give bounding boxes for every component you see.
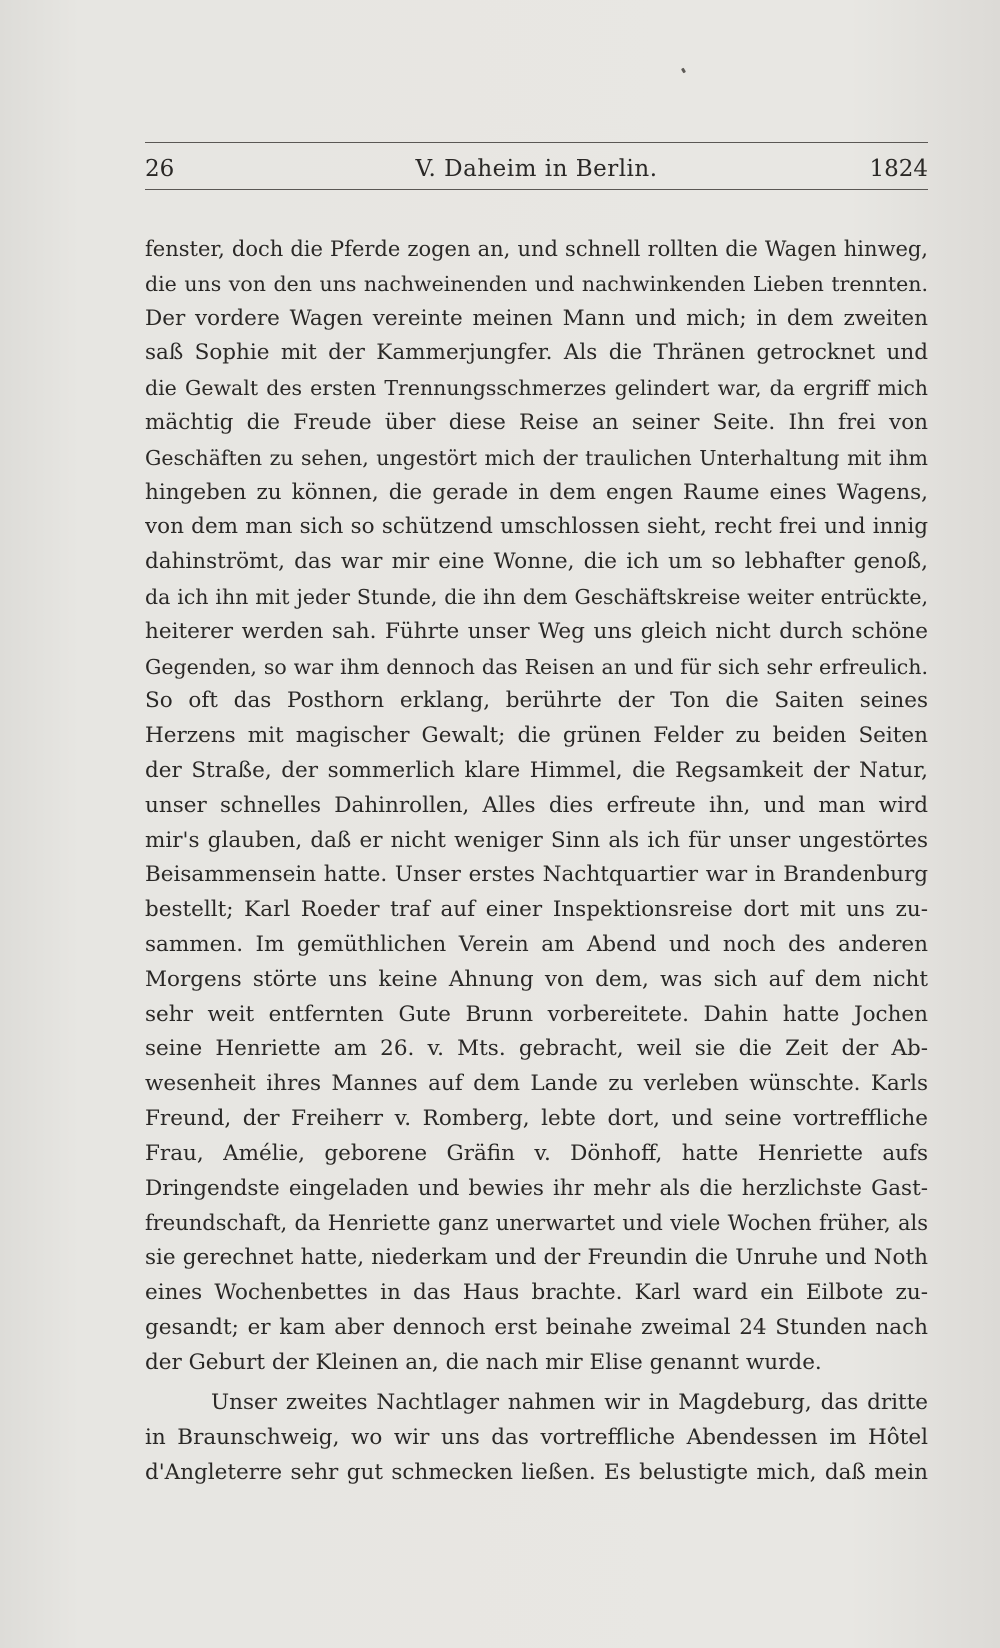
text-line: Geschäften zu sehen, ungestört mich der traulichen Unterhaltung mit ihm [145,445,928,470]
text-line: Dringendste eingeladen und bewies ihr mehr als die herzlichste Gast- [145,1175,928,1201]
text-line: wesenheit ihres Mannes auf dem Lande zu verleben wünschte. Karls [145,1071,928,1097]
text-line: seine Henriette am 26. v. Mts. gebracht, weil sie die Zeit der Ab- [145,1036,928,1062]
body-text [145,232,928,1491]
text-line: Herzens mit magischer Gewalt; die grünen Felder zu beiden Seiten [145,723,928,749]
text-line: Frau, Amélie, geborene Gräfin v. Dönhoff, hatte Henriette aufs [145,1140,928,1166]
text-line: mächtig die Freude über diese Reise an seiner Seite. Ihn frei von [145,409,928,435]
text-line: da ich ihn mit jeder Stunde, die ihn dem Geschäftskreise weiter entrückte, [145,584,928,609]
text-line: unser schnelles Dahinrollen, Alles dies erfreute ihn, und man wird [145,792,928,818]
text-line: in Braunschweig, wo wir uns das vortreffliche Abendessen im Hôtel [145,1425,928,1451]
text-line: Beisammensein hatte. Unser erstes Nachtquartier war in Brandenburg [145,862,928,888]
ink-speck [681,68,686,74]
paragraph-start-line: Unser zweites Nachtlager nahmen wir in Magdeburg, das dritte [211,1390,928,1416]
text-line: sie gerechnet hatte, niederkam und der Freundin die Unruhe und Noth [145,1245,928,1271]
text-line: d'Angleterre sehr gut schmecken ließen. Es belustigte mich, daß mein [145,1459,928,1485]
text-line: gesandt; er kam aber dennoch erst beinahe zweimal 24 Stunden nach [145,1314,928,1340]
text-line: von dem man sich so schützend umschlossen sieht, recht frei und innig [145,514,928,540]
text-line: bestellt; Karl Roeder traf auf einer Inspektionsreise dort mit uns zu- [145,897,928,923]
text-line: heiterer werden sah. Führte unser Weg uns gleich nicht durch schöne [145,618,928,644]
text-line: sehr weit entfernten Gute Brunn vorbereitete. Dahin hatte Jochen [145,1001,928,1027]
page-number: 26 [145,156,175,182]
text-line: mir's glauben, daß er nicht weniger Sinn als ich für unser ungestörtes [145,827,928,853]
text-line: sammen. Im gemüthlichen Verein am Abend und noch des anderen [145,931,928,957]
text-line: eines Wochenbettes in das Haus brachte. Karl ward ein Eilbote zu- [145,1279,928,1305]
header-rule-top [145,142,928,143]
text-line: So oft das Posthorn erklang, berührte der Ton die Saiten seines [145,688,928,714]
text-line: dahinströmt, das war mir eine Wonne, die ich um so lebhafter genoß, [145,549,928,575]
text-line: die Gewalt des ersten Trennungsschmerzes gelindert war, da ergriff mich [145,376,928,401]
header-rule-bottom [145,189,928,190]
paragraph-end-line: der Geburt der Kleinen an, die nach mir Elise genannt wurde. [145,1349,822,1375]
text-line: Freund, der Freiherr v. Romberg, lebte dort, und seine vortreffliche [145,1105,928,1131]
text-line: freundschaft, da Henriette ganz unerwartet und viele Wochen früher, als [145,1211,928,1236]
text-line: die uns von den uns nachweinenden und nachwinkenden Lieben trennten. [145,271,928,296]
running-head [145,153,928,185]
text-line: Morgens störte uns keine Ahnung von dem, was sich auf dem nicht [145,966,928,992]
chapter-title: V. Daheim in Berlin. [415,156,658,182]
text-line: Der vordere Wagen vereinte meinen Mann und mich; in dem zweiten [145,305,928,331]
year-marker: 1824 [869,156,928,182]
text-line: Gegenden, so war ihm dennoch das Reisen an und für sich sehr erfreulich. [145,654,928,679]
text-line: der Straße, der sommerlich klare Himmel, die Regsamkeit der Natur, [145,757,928,783]
text-line: saß Sophie mit der Kammerjungfer. Als die Thränen getrocknet und [145,340,928,366]
text-line: fenster, doch die Pferde zogen an, und schnell rollten die Wagen hinweg, [145,237,928,261]
text-line: hingeben zu können, die gerade in dem engen Raume eines Wagens, [145,479,928,505]
